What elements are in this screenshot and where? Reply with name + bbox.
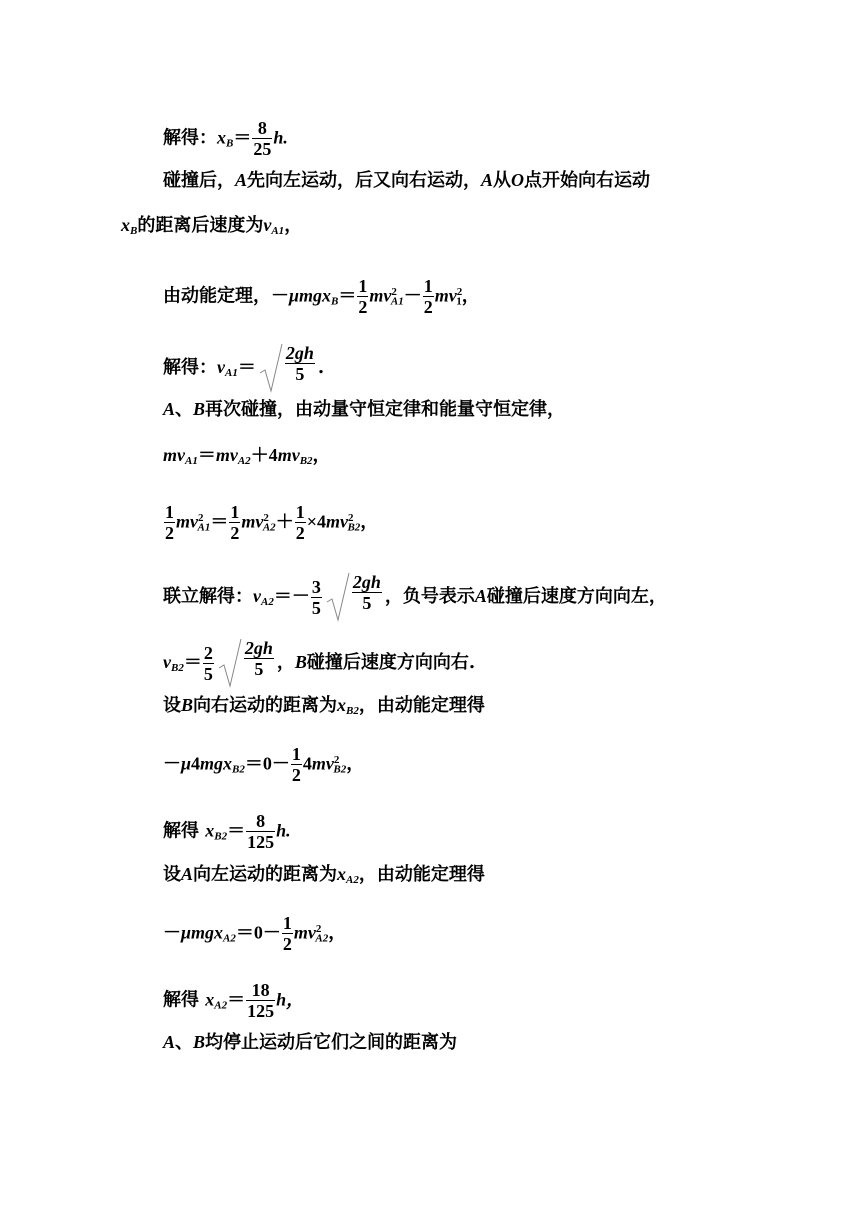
solution-line-17	[163, 1031, 457, 1054]
operator: ＝	[227, 989, 246, 1011]
solution-line-6	[163, 398, 565, 421]
subscript: B2	[299, 455, 313, 467]
numerator: 1	[358, 276, 368, 296]
text: ，由动能定理得	[358, 695, 485, 716]
subscript: A2	[237, 455, 251, 467]
text: ，	[284, 215, 303, 236]
subscript: A1	[197, 521, 211, 534]
denominator: 2	[291, 765, 301, 785]
var: A	[163, 399, 176, 419]
text: 先向左运动，后又向右运动，	[247, 170, 482, 191]
var-v: v	[253, 586, 261, 606]
operator: ×4	[306, 511, 326, 532]
text: 向左运动的距离为	[193, 864, 338, 885]
expr: mv	[434, 285, 457, 306]
denominator: 5	[295, 364, 305, 384]
text: 均停止运动后它们之间的距离为	[205, 1032, 458, 1053]
solution-line-15	[163, 913, 346, 954]
fraction	[246, 980, 275, 1021]
var-v: v	[163, 652, 171, 672]
fraction	[285, 343, 315, 393]
var: O	[511, 170, 525, 190]
fraction	[252, 118, 272, 159]
solution-line-10	[163, 638, 475, 688]
fraction	[203, 643, 214, 684]
var: B	[193, 399, 206, 419]
numerator: 18	[246, 980, 275, 1001]
numerator: 1	[291, 744, 301, 764]
expr: mv	[293, 922, 316, 943]
denominator: 5	[203, 663, 213, 684]
operator: ＝0－	[235, 922, 281, 943]
numerator: 2	[203, 642, 213, 663]
numerator: 1	[230, 502, 240, 522]
var-x: x	[337, 695, 347, 715]
text: 设	[163, 864, 181, 885]
text: 再次碰撞，由动量守恒定律和能量守恒定律，	[205, 399, 566, 420]
fraction	[352, 572, 382, 622]
numerator: 8	[246, 811, 275, 832]
expr: mv	[369, 285, 392, 306]
solution-line-13	[163, 811, 291, 852]
expr: mv	[176, 511, 198, 532]
denominator: 2	[282, 934, 292, 954]
solution-line-8	[163, 502, 378, 543]
fraction	[423, 276, 434, 317]
operator: ＝0－	[244, 753, 290, 774]
subscript: B2	[214, 830, 228, 843]
fraction	[246, 811, 275, 852]
operator: ＋4	[250, 445, 278, 465]
denominator: 2	[358, 297, 368, 317]
var: μ	[181, 753, 192, 774]
solution-line-5	[163, 343, 324, 393]
text: 解得	[163, 989, 206, 1011]
numerator: 1	[295, 502, 305, 522]
square-root	[217, 638, 275, 688]
exponent: 2	[198, 511, 204, 524]
text: 、	[175, 399, 194, 420]
var-v: v	[217, 357, 225, 377]
text: ，负号表示	[384, 586, 475, 607]
denominator: 25	[253, 139, 272, 159]
subscript: A1	[390, 295, 404, 308]
fraction	[291, 744, 302, 785]
var: A	[235, 170, 248, 190]
exponent: 2	[456, 285, 463, 298]
expr: μmgx	[289, 285, 332, 306]
label-text: 解得：	[163, 127, 217, 149]
denominator: 2	[165, 523, 174, 543]
solution-line-12	[163, 744, 364, 785]
denominator: 5	[254, 659, 264, 679]
subscript: A1	[271, 225, 285, 237]
text: 、	[175, 1032, 194, 1053]
text: 碰撞后，	[163, 170, 235, 191]
radical-sign-icon	[258, 343, 284, 393]
operator: －	[163, 922, 181, 944]
operator: ＝	[197, 445, 216, 466]
punct: ，	[312, 445, 331, 466]
solution-line-9	[163, 572, 667, 622]
solution-line-14	[163, 863, 485, 891]
solution-line-7	[163, 444, 331, 472]
punct: .	[317, 357, 325, 378]
numerator: 2gh	[352, 572, 381, 592]
text: ，	[276, 652, 295, 673]
expr: mv	[215, 445, 238, 465]
text: 设	[163, 695, 181, 716]
fraction	[357, 276, 368, 317]
subscript: A2	[346, 874, 359, 886]
text: 的距离后速度为	[137, 215, 264, 236]
numerator: 8	[252, 118, 272, 139]
fraction	[282, 913, 293, 954]
var-x: x	[205, 820, 215, 841]
square-root	[325, 572, 383, 622]
var-x: x	[121, 215, 130, 235]
square-root	[258, 343, 316, 393]
operator: ＝	[183, 652, 202, 673]
var: A	[181, 864, 194, 884]
exponent: 2	[263, 511, 269, 524]
subscript: B2	[346, 705, 359, 717]
text: 碰撞后速度方向向左，	[486, 586, 667, 607]
var: A	[163, 1032, 176, 1052]
fraction	[295, 502, 306, 543]
subscript: B	[226, 137, 234, 150]
subscript: B2	[347, 521, 361, 534]
operator: ＝	[237, 357, 256, 378]
operator: －	[163, 753, 181, 775]
operator: －	[403, 285, 422, 307]
tail-text: h，	[276, 989, 305, 1010]
tail-text: h.	[276, 820, 291, 841]
subscript: A2	[214, 999, 228, 1012]
subscript: B	[130, 225, 138, 237]
radical-sign-icon	[217, 638, 243, 688]
text: 碰撞后速度方向向右.	[306, 652, 476, 673]
subscript: 1	[456, 295, 462, 308]
expr: mgx	[200, 753, 233, 774]
var: A	[474, 586, 487, 606]
var-v: v	[263, 215, 272, 235]
subscript: B2	[171, 662, 184, 674]
text: 解得：	[163, 357, 217, 378]
subscript: A1	[185, 455, 198, 467]
subscript: A1	[225, 367, 238, 379]
punct: ，	[461, 285, 480, 307]
exponent: 2	[347, 511, 354, 524]
var: B	[294, 652, 307, 672]
numerator: 2gh	[244, 638, 273, 658]
expr: mv	[325, 511, 348, 532]
punct: ，	[328, 922, 347, 944]
solution-line-2	[163, 169, 650, 192]
fraction	[244, 638, 274, 688]
fraction	[164, 502, 175, 543]
tail-text: h.	[273, 127, 288, 148]
subscript: A2	[261, 596, 274, 608]
denominator: 125	[247, 1001, 275, 1021]
var: B	[181, 695, 194, 715]
solution-line-4	[163, 276, 480, 317]
exponent: 2	[391, 285, 397, 298]
denominator: 2	[423, 297, 433, 317]
var: A	[481, 170, 494, 190]
operator: ＋	[275, 511, 294, 533]
solution-line-1: 解得：$x_B=$ $\frac{8}{25}$ h.	[163, 118, 288, 159]
subscript: B2	[232, 763, 245, 776]
exponent: 2	[315, 922, 322, 935]
text: 由动能定理，－	[163, 285, 289, 307]
numerator: 1	[165, 502, 174, 522]
numerator: 1	[423, 276, 433, 296]
text: 联立解得：	[163, 586, 253, 607]
punct: ，	[360, 511, 379, 533]
denominator: 5	[362, 593, 372, 613]
denominator: 2	[230, 523, 240, 543]
denominator: 5	[311, 597, 321, 618]
subscript: A2	[223, 932, 236, 945]
exponent: 2	[333, 753, 340, 766]
punct: ，	[346, 753, 365, 775]
text: 从	[493, 170, 512, 191]
number: 4	[302, 753, 312, 774]
var-x: x	[337, 864, 347, 884]
operator: ＝－	[273, 586, 310, 607]
expr: mv	[311, 753, 334, 774]
operator: ＝	[210, 511, 229, 533]
subscript: B	[331, 295, 339, 308]
solution-line-11	[163, 694, 485, 722]
numerator: 2gh	[285, 343, 314, 363]
numerator: 3	[311, 576, 321, 597]
var-x: x	[217, 127, 226, 148]
fraction	[229, 502, 240, 543]
radical-sign-icon	[325, 572, 351, 622]
subscript: B2	[333, 763, 347, 776]
text: 点开始向右运动	[524, 170, 651, 191]
operator: ＝	[338, 285, 357, 307]
text: 向右运动的距离为	[193, 695, 338, 716]
expr: mv	[163, 445, 185, 465]
solution-line-16	[163, 980, 304, 1021]
operator: ＝	[227, 820, 246, 842]
expr: mv	[241, 511, 264, 532]
subscript: A2	[315, 932, 329, 945]
expr: μmgx	[181, 922, 224, 943]
text: ，由动能定理得	[358, 864, 485, 885]
solution-line-3	[121, 214, 302, 242]
number: 4	[191, 753, 201, 774]
var: B	[193, 1032, 206, 1052]
expr: mv	[277, 445, 300, 465]
denominator: 125	[247, 832, 275, 852]
subscript: A2	[262, 521, 276, 534]
fraction	[311, 577, 322, 618]
denominator: 2	[295, 523, 305, 543]
numerator: 1	[282, 913, 292, 933]
text: 解得	[163, 820, 206, 842]
var-x: x	[205, 989, 215, 1010]
